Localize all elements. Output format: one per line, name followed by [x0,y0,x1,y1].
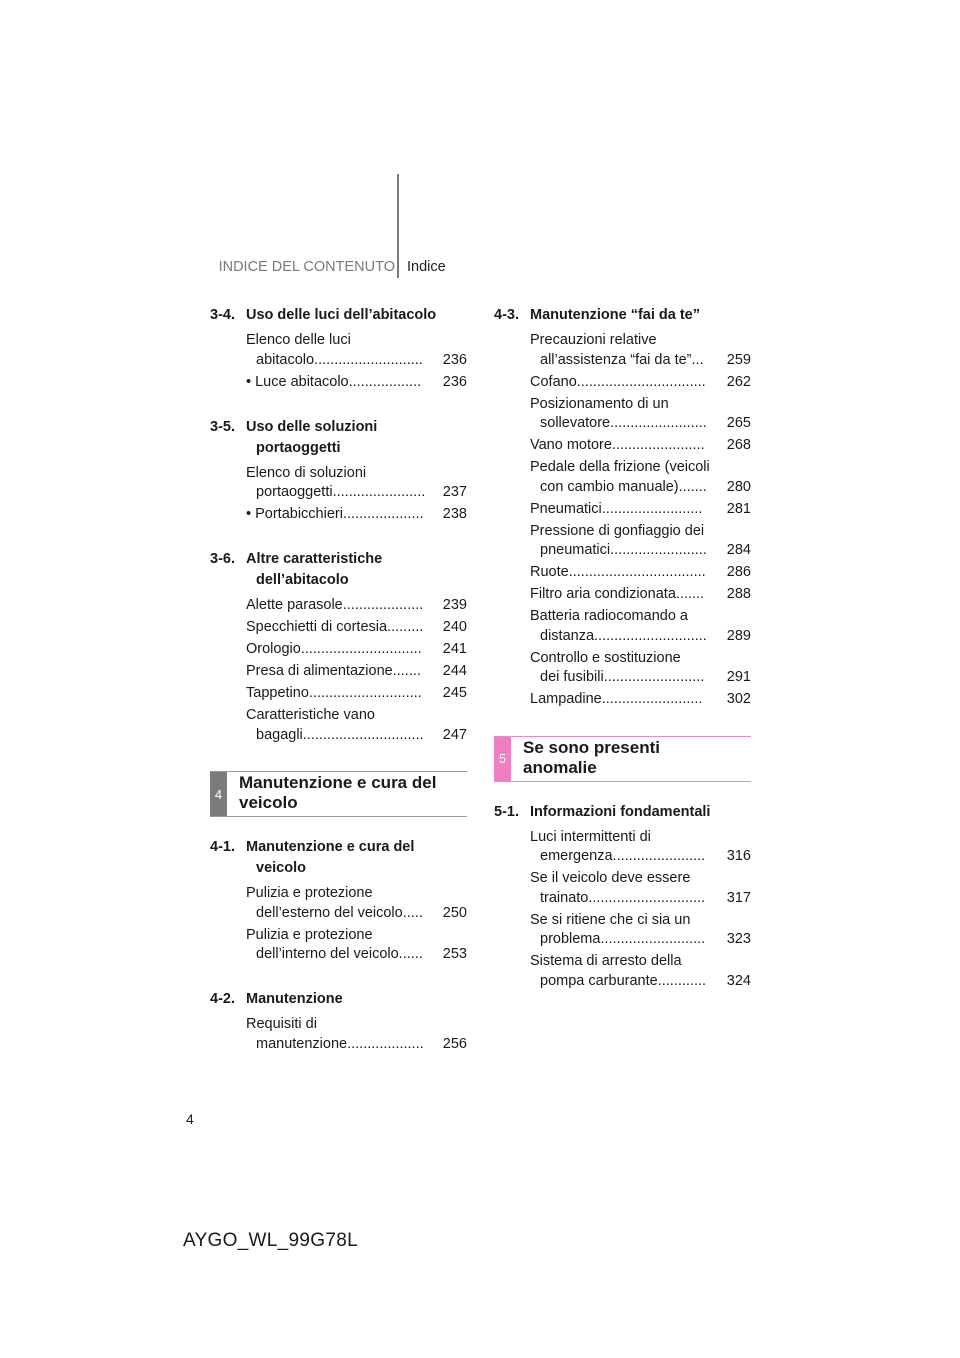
entry-text: portaoggetti [256,484,333,500]
entry-last-line [530,541,751,561]
toc-entry[interactable] [494,500,751,520]
entry-title [246,706,467,745]
entry-text: dei fusibili [540,669,604,685]
leader-dots: ......................... [603,669,705,685]
leader-dots: ............................ [308,685,422,701]
entry-text: Posizionamento di un [530,395,669,412]
section-title [246,837,467,879]
entry-title [246,331,467,370]
entry-last-line [530,563,751,583]
entry-text: sollevatore [540,415,611,431]
page-reference[interactable]: 236 [442,373,467,390]
entry-title [530,607,751,646]
entry-last-line [530,972,751,992]
page-reference[interactable]: 244 [442,663,467,679]
toc-entry[interactable] [210,640,467,660]
page-reference[interactable]: 256 [442,1035,467,1052]
entry-last-line [246,505,467,525]
entry-title [530,952,751,991]
toc-entry[interactable] [210,684,467,704]
entry-text: emergenza [540,848,613,864]
block-spacer [210,527,467,549]
entry-text: Lampadine [530,691,602,707]
section-heading[interactable] [210,305,467,326]
page-reference[interactable]: 317 [726,889,751,906]
entry-text: • Portabicchieri [246,506,343,522]
entry-text: con cambio manuale) [540,478,679,495]
leader-dots: ....... [675,586,705,602]
page-reference[interactable]: 288 [726,586,751,602]
page-reference[interactable]: 237 [442,484,467,500]
entry-last-line [246,945,467,965]
page-number: 4 [186,1111,194,1127]
entry-text: Vano motore [530,437,612,453]
entry-text: trainato [540,889,589,906]
section-number: 3-4. [210,307,235,323]
entry-text: pompa carburante [540,972,658,989]
toc-entry[interactable] [494,607,751,646]
page-reference[interactable]: 240 [442,619,467,635]
entry-text: Pneumatici [530,500,602,517]
page-reference[interactable]: 262 [726,373,751,390]
document-code: AYGO_WL_99G78L [183,1230,358,1251]
leader-dots: ......... [387,619,424,635]
chapter-title: Manutenzione e cura del veicolo [239,773,437,812]
entry-text: distanza [540,627,595,644]
leader-dots: .................... [342,506,424,522]
toc-entry[interactable] [210,706,467,745]
page-reference[interactable]: 238 [442,506,467,522]
page-reference[interactable]: 289 [726,627,751,644]
section-number: 4-1. [210,839,235,855]
toc-blocks-left-after [210,837,467,1054]
entry-last-line [530,690,751,710]
page-reference[interactable]: 241 [442,641,467,657]
section-title-line: Manutenzione e cura del [246,839,415,855]
entry-text: Elenco delle luci [246,332,351,348]
toc-entry[interactable] [494,585,751,605]
entry-text: Pulizia e protezione [246,885,373,901]
toc-left-column [210,305,467,1057]
toc-entry[interactable] [210,884,467,923]
leader-dots: .................. [348,373,422,390]
entry-title [530,585,751,605]
page-reference[interactable]: 302 [726,691,751,707]
entry-last-line [246,726,467,746]
leader-dots: ......................... [601,691,703,707]
page-reference[interactable]: 245 [442,685,467,701]
entry-text: • Luce abitacolo [246,373,349,390]
leader-dots: .......................... [600,931,706,947]
entry-title [530,458,751,497]
entry-title [530,373,751,393]
entry-last-line [246,1035,467,1055]
leader-dots: ........................... [314,351,423,368]
leader-dots: ....................... [612,848,706,864]
entry-last-line [246,373,467,393]
section-number: 3-6. [210,551,235,567]
entry-title [530,649,751,688]
entry-last-line [530,500,751,520]
entry-last-line [246,483,467,503]
chapter-5-heading[interactable] [494,736,751,782]
entry-last-line [530,930,751,950]
page-reference[interactable]: 323 [726,931,751,947]
entry-last-line [530,668,751,688]
section-title [246,989,467,1010]
section-title-line: Uso delle luci dell’abitacolo [246,307,437,323]
entry-title [246,1015,467,1054]
section-title-line: veicolo [256,860,306,876]
entry-text: Requisiti di [246,1016,317,1032]
leader-dots: ................... [347,1035,424,1052]
toc-blocks-left [210,305,467,745]
entry-title [530,436,751,456]
page-reference[interactable]: 291 [726,669,751,685]
leader-dots: ... [691,351,704,368]
entry-text: dell’interno del veicolo [256,946,399,962]
section-title-line: dell’abitacolo [256,572,349,588]
entry-text: Precauzioni relative [530,332,657,348]
entry-last-line [530,847,751,867]
entry-text: bagagli [256,726,303,743]
entry-title [530,828,751,867]
toc-entry[interactable] [494,436,751,456]
toc-entry[interactable] [210,618,467,638]
page-reference[interactable]: 286 [726,564,751,580]
entry-text: Caratteristiche vano [246,707,375,723]
entry-text: Presa di alimentazione [246,663,393,679]
entry-last-line [246,640,467,660]
entry-last-line [246,618,467,638]
toc-entry[interactable] [494,649,751,688]
toc-entry[interactable] [210,505,467,525]
page-reference[interactable]: 253 [442,946,467,962]
section-title [530,305,751,326]
page-reference[interactable]: 250 [442,904,467,921]
toc-entry[interactable] [494,373,751,393]
chapter-4-heading[interactable] [210,771,467,817]
chapter-tab: 4 [210,772,227,816]
page-reference[interactable]: 316 [726,848,751,864]
page-reference[interactable]: 265 [726,415,751,431]
leader-dots: ....... [678,478,707,495]
entry-last-line [530,414,751,434]
section-title-line: Uso delle soluzioni [246,418,378,435]
page-reference[interactable]: 284 [726,542,751,558]
section-heading[interactable] [210,549,467,591]
entry-text: Filtro aria condizionata [530,586,676,602]
entry-last-line [530,436,751,456]
entry-title [246,640,467,660]
entry-text: Luci intermittenti di [530,828,651,845]
entry-last-line [246,351,467,371]
leader-dots: ......................... [601,500,703,517]
entry-title [530,522,751,561]
entry-title [246,684,467,704]
entry-last-line [246,596,467,616]
page-reference[interactable]: 324 [726,972,751,989]
section-title-line: Altre caratteristiche [246,551,383,567]
entry-last-line [530,373,751,393]
entry-last-line [246,904,467,924]
entry-title [246,884,467,923]
entry-text: abitacolo [256,351,315,368]
section-title-line: Manutenzione [246,991,343,1007]
section-title-line: Manutenzione “fai da te” [530,307,700,323]
leader-dots: .............................. [300,641,422,657]
toc-entry[interactable] [210,464,467,503]
entry-title [246,926,467,965]
toc-blocks-right-after [494,802,751,992]
page-reference[interactable]: 247 [442,726,467,743]
entry-title [530,869,751,908]
page-reference[interactable]: 281 [726,500,751,517]
page-reference[interactable]: 259 [726,351,751,368]
entry-title [530,911,751,950]
entry-text: Specchietti di cortesia [246,619,388,635]
entry-last-line [530,585,751,605]
entry-last-line [246,662,467,682]
section-number: 4-3. [494,307,519,323]
entry-title [530,563,751,583]
toc-entry[interactable] [210,662,467,682]
section-number: 5-1. [494,803,519,820]
toc-entry[interactable] [210,373,467,393]
section-title [246,417,467,459]
section-heading[interactable] [210,837,467,879]
toc-entry[interactable] [210,926,467,965]
header-title: Indice [407,259,446,275]
entry-text: Alette parasole [246,597,343,613]
section-number: 4-2. [210,991,235,1007]
entry-text: Se il veicolo deve essere [530,870,691,886]
section-number: 3-5. [210,418,235,435]
leader-dots: .................... [342,597,424,613]
toc-entry[interactable] [494,828,751,867]
toc-blocks-right [494,305,751,710]
section-title [246,549,467,591]
toc-entry[interactable] [494,690,751,710]
page-reference[interactable]: 236 [442,351,467,368]
entry-last-line [530,889,751,909]
section-title-line: Informazioni fondamentali [530,803,711,820]
toc-entry[interactable] [494,395,751,434]
entry-text: Orologio [246,641,301,657]
entry-text: Sistema di arresto della [530,953,682,969]
entry-title [246,618,467,638]
entry-text: Elenco di soluzioni [246,464,367,481]
toc-entry[interactable] [494,911,751,950]
entry-title [530,395,751,434]
header-section-label: INDICE DEL CONTENUTO [218,259,395,275]
entry-title [246,596,467,616]
toc-entry[interactable] [494,869,751,908]
block-spacer [210,967,467,989]
entry-text: all’assistenza “fai da te” [540,351,692,368]
leader-dots: ........................ [610,542,707,558]
entry-last-line [530,351,751,371]
toc-entry[interactable] [494,563,751,583]
section-title [530,802,751,823]
entry-text: Batteria radiocomando a [530,608,688,624]
chapter-title: Se sono presenti anomalie [523,737,660,777]
entry-text: Pressione di gonfiaggio dei [530,522,705,539]
leader-dots: ....................... [332,484,426,500]
toc-entry[interactable] [494,458,751,497]
leader-dots: .................................. [568,564,706,580]
entry-text: problema [540,931,601,947]
leader-dots: ..... [402,904,423,921]
toc-entry[interactable] [210,331,467,370]
section-title-line: portaoggetti [256,439,341,456]
chapter-tab: 5 [494,737,511,781]
toc-entry[interactable] [210,1015,467,1054]
entry-text: manutenzione [256,1035,348,1052]
section-title [246,305,467,326]
leader-dots: ........................ [610,415,707,431]
page-reference[interactable]: 239 [442,597,467,613]
section-heading[interactable] [210,989,467,1010]
entry-text: dell’esterno del veicolo [256,904,403,921]
entry-text: Tappetino [246,685,309,701]
leader-dots: ....................... [611,437,705,453]
block-spacer [210,395,467,417]
toc-entry[interactable] [210,596,467,616]
leader-dots: ...... [398,946,423,962]
entry-last-line [530,478,751,498]
section-heading[interactable] [210,417,467,459]
entry-title [530,500,751,520]
entry-text: Cofano [530,373,577,390]
entry-text: Ruote [530,564,569,580]
toc-entry[interactable] [494,952,751,991]
section-heading[interactable] [494,802,751,823]
entry-title [246,464,467,503]
entry-title [530,331,751,370]
entry-text: Pedale della frizione (veicoli [530,459,710,475]
section-heading[interactable] [494,305,751,326]
entry-text: Controllo e sostituzione [530,649,681,666]
leader-dots: ............................ [594,627,707,644]
entry-text: pneumatici [540,542,611,558]
leader-dots: ................................ [576,373,706,390]
toc-right-column [494,305,751,994]
toc-entry[interactable] [494,331,751,370]
toc-entry[interactable] [494,522,751,561]
entry-last-line [246,684,467,704]
header-divider [397,174,399,278]
entry-text: Pulizia e protezione [246,926,373,943]
entry-title [246,505,467,525]
entry-title [530,690,751,710]
page-reference[interactable]: 268 [726,437,751,453]
page-reference[interactable]: 280 [726,478,751,495]
entry-text: Se si ritiene che ci sia un [530,911,691,928]
leader-dots: ....... [392,663,421,679]
entry-last-line [530,627,751,647]
leader-dots: ............................. [588,889,706,906]
leader-dots: ............ [657,972,707,989]
entry-title [246,662,467,682]
leader-dots: .............................. [302,726,424,743]
entry-title [246,373,467,393]
